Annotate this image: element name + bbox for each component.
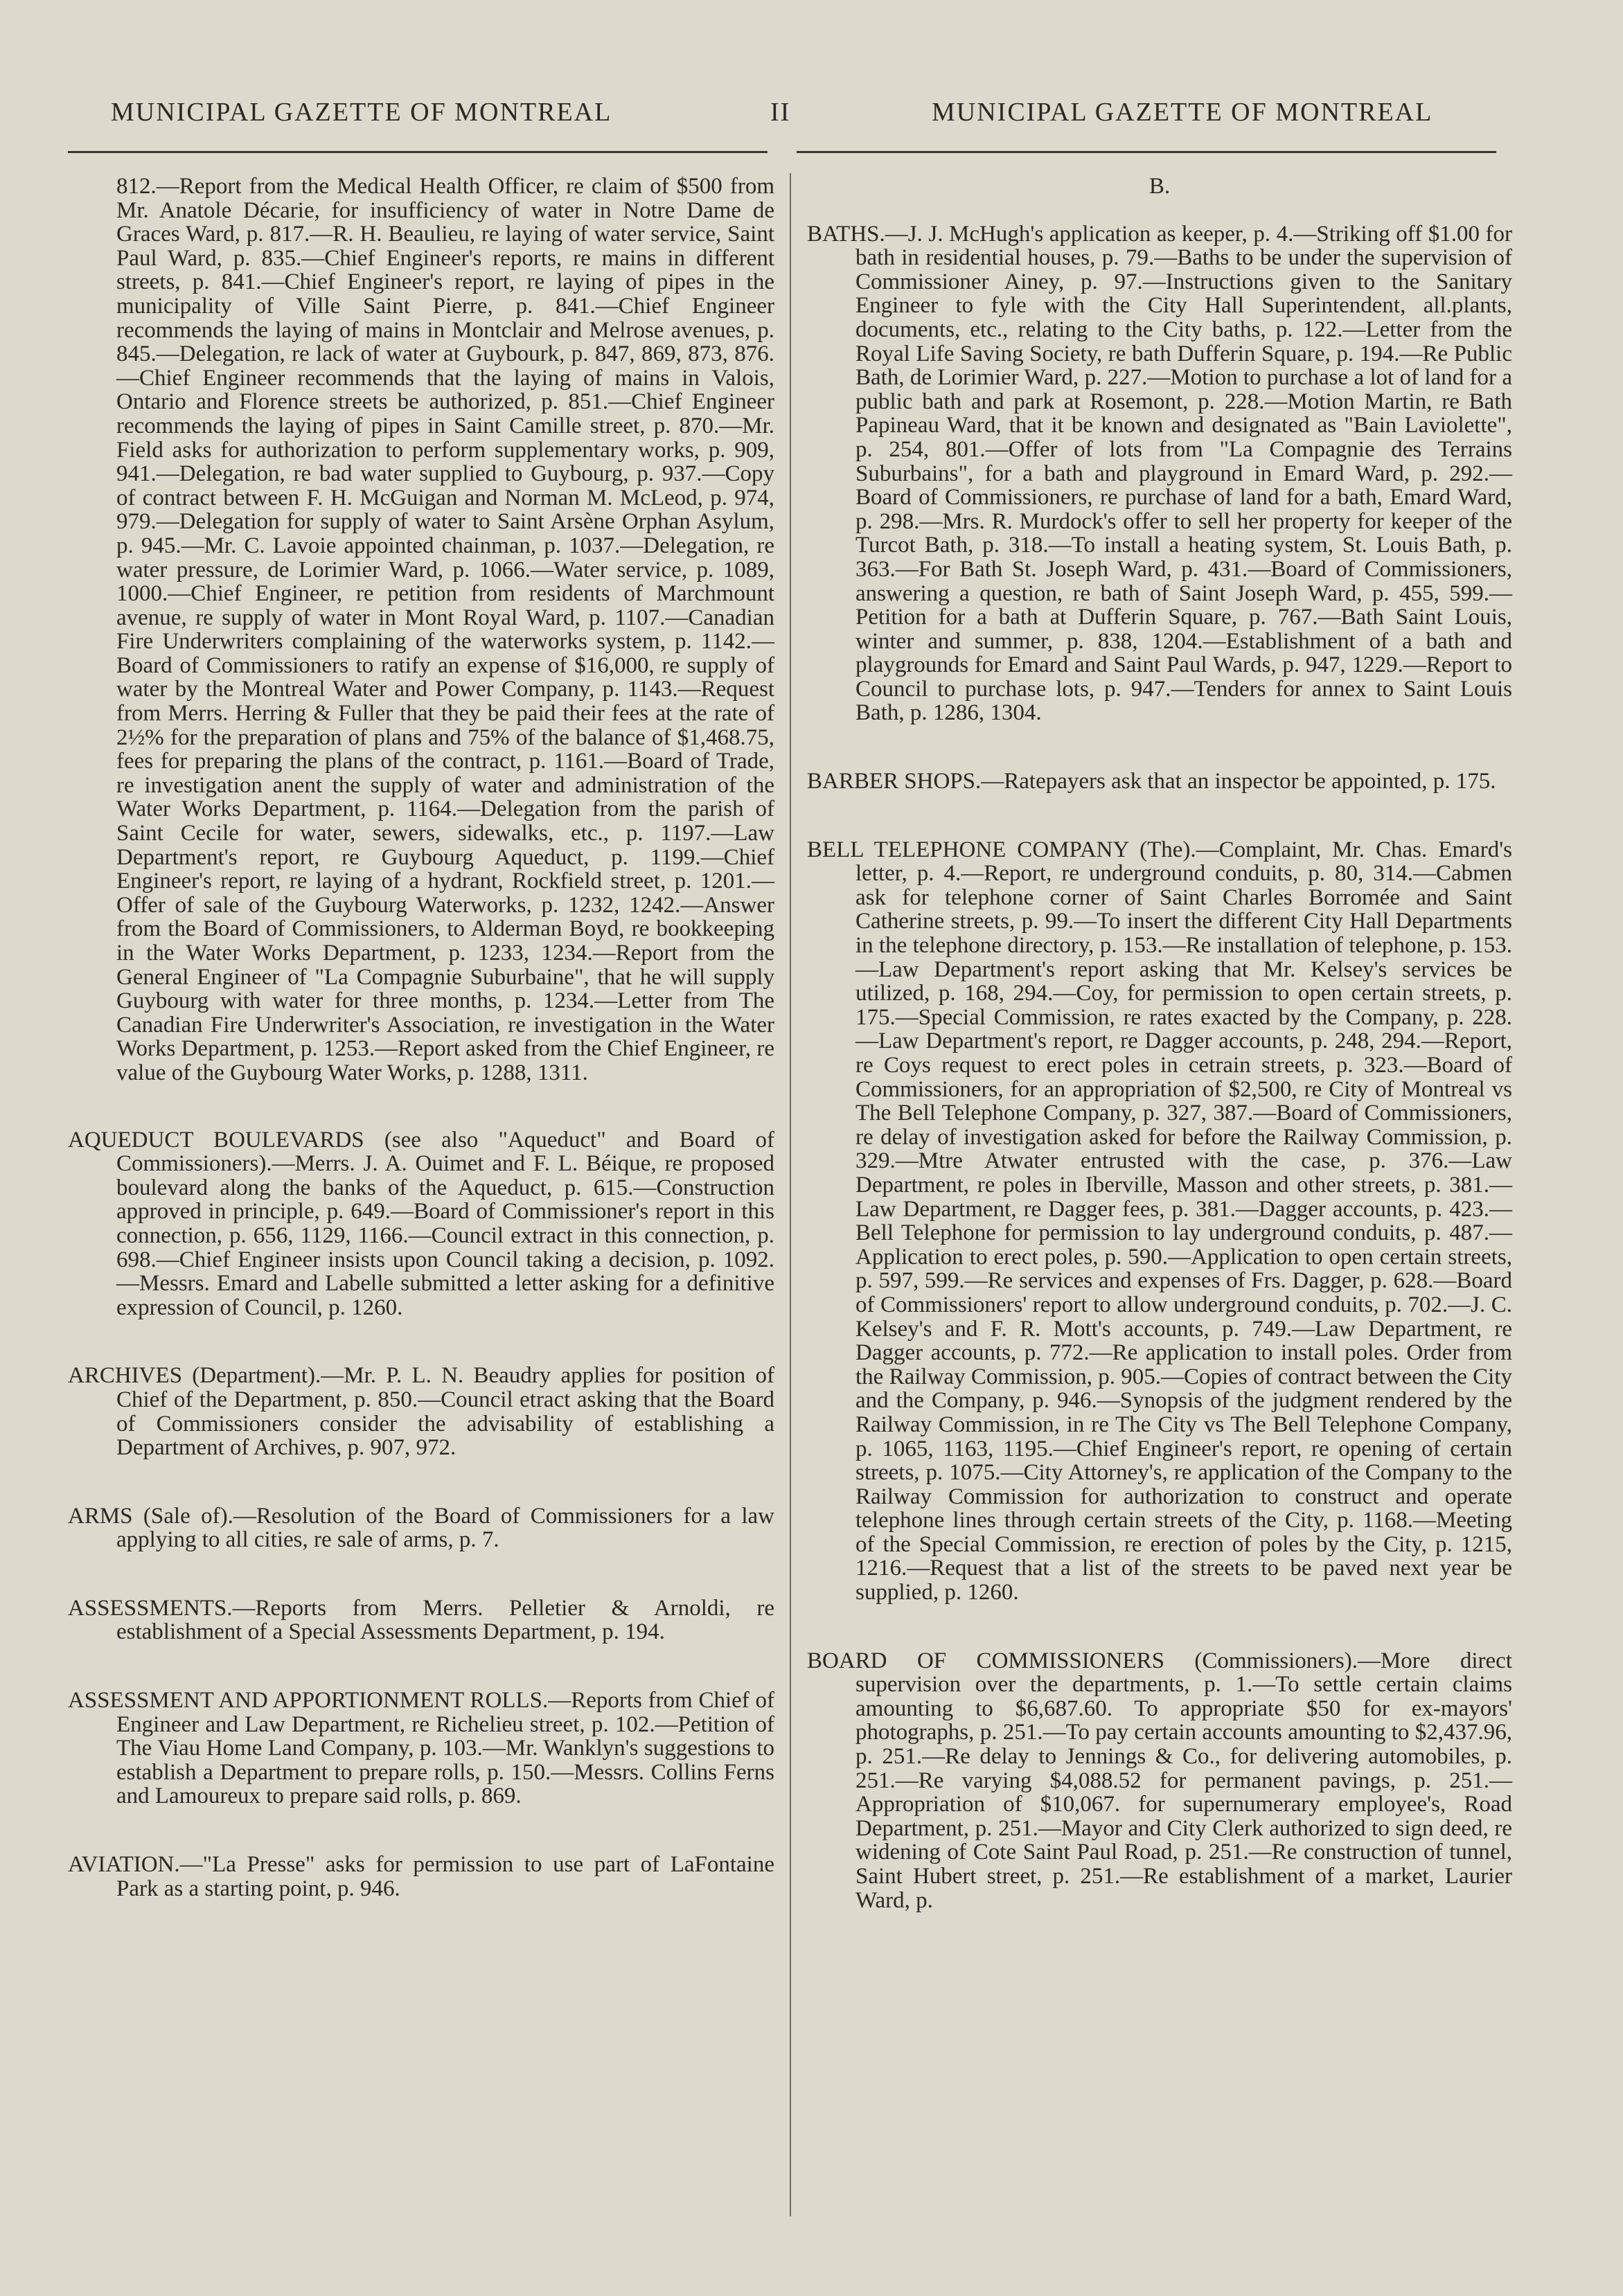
index-entry-board-of-commissioners: BOARD OF COMMISSIONERS (Commissioners).—More direct supervision over the departments, p. 1.—To settle certain claims amounting to $6,687.60. To appropriate $50 for ex-mayors' photographs, p. 251.—To pay certain accounts amounting to $2,437.96, p. 251.—Re delay to Jennings & Co., for delivering automobiles, p. 251.—Re varying $4,088.52 for permanent pavings, p. 251.—Appropriation of $10,067. for supernumerary employee's, Road Department, p. 251.—Mayor and City Clerk authorized to sign deed, re widening of Cote Saint Paul Road, p. 251.—Re construction of tunnel, Saint Hubert street, p. 251.—Re establishment of a market, Laurier Ward, p.: [807, 1648, 1512, 1913]
header-rule-left: [68, 151, 768, 153]
index-entry-archives: ARCHIVES (Department).—Mr. P. L. N. Beaudry applies for position of Chief of the Department, p. 850.—Council etract asking that the Board of Commissioners consider the advisability of establishing a Department of Archives, p. 907, 972.: [68, 1363, 774, 1461]
index-entry-aqueduct-boulevards: AQUEDUCT BOULEVARDS (see also "Aqueduct" and Board of Commissioners).—Merrs. J. A. Ouimet and F. L. Béique, re proposed boulevard along the banks of the Aqueduct, p. 615.—Construction approved in principle, p. 649.—Board of Commissioner's report in this connection, p. 656, 1129, 1166.—Council extract in this connection, p. 698.—Chief Engineer insists upon Council taking a decision, p. 1092.—Messrs. Emard and Labelle submitted a letter asking for a definitive expression of Council, p. 1260.: [68, 1127, 774, 1320]
index-entry-bell-telephone: BELL TELEPHONE COMPANY (The).—Complaint, Mr. Chas. Emard's letter, p. 4.—Report, re underground conduits, p. 80, 314.—Cabmen ask for telephone corner of Saint Charles Borromée and Saint Catherine streets, p. 99.—To insert the different City Hall Departments in the telephone directory, p. 153.—Re installation of telephone, p. 153.—Law Department's report asking that Mr. Kelsey's services be utilized, p. 168, 294.—Coy, for permission to open certain streets, p. 175.—Special Commission, re rates exacted by the Company, p. 228.—Law Department's report, re Dagger accounts, p. 248, 294.—Report, re Coys request to erect poles in cetrain streets, p. 323.—Board of Commissioners, for an appropriation of $2,500, re City of Montreal vs The Bell Telephone Company, p. 327, 387.—Board of Commissioners, re delay of investigation asked for before the Railway Commission, p. 329.—Mtre Atwater entrusted with the case, p. 376.—Law Department, re poles in Iberville, Masson and other streets, p. 381.—Law Department, re Dagger fees, p. 381.—Dagger accounts, p. 423.—Bell Telephone for permission to lay underground conduits, p. 487.—Application to erect poles, p. 590.—Application to open certain streets, p. 597, 599.—Re services and expenses of Frs. Dagger, p. 628.—Board of Commissioners' report to allow underground conduits, p. 702.—J. C. Kelsey's and F. R. Mott's accounts, p. 749.—Law Department, re Dagger accounts, p. 772.—Re application to install poles. Order from the Railway Commission, p. 905.—Copies of contract between the City and the Company, p. 946.—Synopsis of the judgment rendered by the Railway Commission, in re The City vs The Bell Telephone Company, p. 1065, 1163, 1195.—Chief Engineer's report, re opening of certain streets, p. 1075.—City Attorney's, re application of the Company to the Railway Commission for authorization to construct and operate telephone lines through certain streets of the City, p. 1168.—Meeting of the Special Commission, re erection of poles by the City, p. 1215, 1216.—Request that a list of the streets to be paved next year be supplied, p. 1260.: [807, 837, 1512, 1605]
header-right-title: MUNICIPAL GAZETTE OF MONTREAL: [932, 98, 1433, 127]
index-entry-assessments: ASSESSMENTS.—Reports from Merrs. Pelletier & Arnoldi, re establishment of a Special Assessments Department, p. 194.: [68, 1595, 774, 1645]
section-letter: B.: [1148, 174, 1171, 199]
left-column: [68, 175, 774, 1945]
right-column: [807, 175, 1512, 1957]
index-entry-baths: BATHS.—J. J. McHugh's application as keeper, p. 4.—Striking off $1.00 for bath in residential houses, p. 79.—Baths to be under the supervision of Commissioner Ainey, p. 97.—Instructions given to the Sanitary Engineer to fyle with the City Hall Superintendent, all.plants, documents, etc., relating to the City baths, p. 122.—Letter from the Royal Life Saving Society, re bath Dufferin Square, p. 194.—Re Public Bath, de Lorimier Ward, p. 227.—Motion to purchase a lot of land for a public bath and park at Rosemont, p. 228.—Motion Martin, re Bath Papineau Ward, that it be known and designated as "Bain Laviolette", p. 254, 801.—Offer of lots from "La Compagnie des Terrains Suburbains", for a bath and playground in Emard Ward, p. 292.—Board of Commissioners, re purchase of land for a bath, Emard Ward, p. 298.—Mrs. R. Murdock's offer to sell her property for keeper of the Turcot Bath, p. 318.—To install a heating system, St. Louis Bath, p. 363.—For Bath St. Joseph Ward, p. 431.—Board of Commissioners, answering a question, re bath of Saint Joseph Ward, p. 455, 599.—Petition for a bath at Dufferin Square, p. 767.—Bath Saint Louis, winter and summer, p. 838, 1204.—Establishment of a bath and playgrounds for Emard and Saint Paul Wards, p. 947, 1229.—Report to Council to purchase lots, p. 947.—Tenders for annex to Saint Louis Bath, p. 1286, 1304.: [807, 221, 1512, 726]
header-left-title: MUNICIPAL GAZETTE OF MONTREAL: [111, 98, 612, 127]
index-entry-aviation: AVIATION.—"La Presse" asks for permission to use part of LaFontaine Park as a starting point, p. 946.: [68, 1852, 774, 1901]
index-entry-continuation: 812.—Report from the Medical Health Officer, re claim of $500 from Mr. Anatole Décarie, for insufficiency of water in Notre Dame de Graces Ward, p. 817.—R. H. Beaulieu, re laying of water service, Saint Paul Ward, p. 835.—Chief Engineer's reports, re mains in different streets, p. 841.—Chief Engineer's report, re laying of pipes in the municipality of Ville Saint Pierre, p. 841.—Chief Engineer recommends the laying of mains in Montclair and Melrose avenues, p. 845.—Delegation, re lack of water at Guybourk, p. 847, 869, 873, 876.—Chief Engineer recommends that the laying of mains in Valois, Ontario and Florence streets be authorized, p. 851.—Chief Engineer recommends the laying of pipes in Saint Camille street, p. 870.—Mr. Field asks for authorization to perform supplementary works, p. 909, 941.—Delegation, re bad water supplied to Guybourg, p. 937.—Copy of contract between F. H. McGuigan and Norman M. McLeod, p. 974, 979.—Delegation for supply of water to Saint Arsène Orphan Asylum, p. 945.—Mr. C. Lavoie appointed chainman, p. 1037.—Delegation, re water pressure, de Lorimier Ward, p. 1066.—Water service, p. 1089, 1000.—Chief Engineer, re petition from residents of Marchmount avenue, re supply of water in Mont Royal Ward, p. 1107.—Canadian Fire Underwriters complaining of the waterworks system, p. 1142.—Board of Commissioners to ratify an expense of $16,000, re supply of water by the Montreal Water and Power Company, p. 1143.—Request from Merrs. Herring & Fuller that they be paid their fees at the rate of 2½% for the preparation of plans and 75% of the balance of $1,468.75, fees for preparing the plans of the contract, p. 1161.—Board of Trade, re investigation anent the supply of water and administration of the Water Works Department, p. 1164.—Delegation from the parish of Saint Cecile for water, sewers, sidewalks, etc., p. 1197.—Law Department's report, re Guybourg Aqueduct, p. 1199.—Chief Engineer's report, re laying of a hydrant, Rockfield street, p. 1201.—Offer of sale of the Guybourg Waterworks, p. 1232, 1242.—Answer from the Board of Commissioners, to Alderman Boyd, re bookkeeping in the Water Works Department, p. 1233, 1234.—Report from the General Engineer of "La Compagnie Suburbaine", that he will supply Guybourg with water for three months, p. 1234.—Letter from The Canadian Fire Underwriter's Association, re investigation in the Water Works Department, p. 1253.—Report asked from the Chief Engineer, re value of the Guybourg Water Works, p. 1288, 1311.: [116, 174, 775, 1085]
header-rule-right: [797, 151, 1496, 153]
index-entry-assessment-rolls: ASSESSMENT AND APPORTIONMENT ROLLS.—Reports from Chief of Engineer and Law Department, re Richelieu street, p. 102.—Petition of The Viau Home Land Company, p. 103.—Mr. Wanklyn's suggestions to establish a Department to prepare rolls, p. 150.—Messrs. Collins Ferns and Lamoureux to prepare said rolls, p. 869.: [68, 1688, 774, 1809]
index-entry-barber-shops: BARBER SHOPS.—Ratepayers ask that an inspector be appointed, p. 175.: [807, 769, 1496, 794]
index-entry-arms: ARMS (Sale of).—Resolution of the Board of Commissioners for a law applying to all cities, re sale of arms, p. 7.: [68, 1503, 774, 1553]
column-divider: [790, 173, 791, 2216]
page-number: II: [770, 98, 791, 127]
